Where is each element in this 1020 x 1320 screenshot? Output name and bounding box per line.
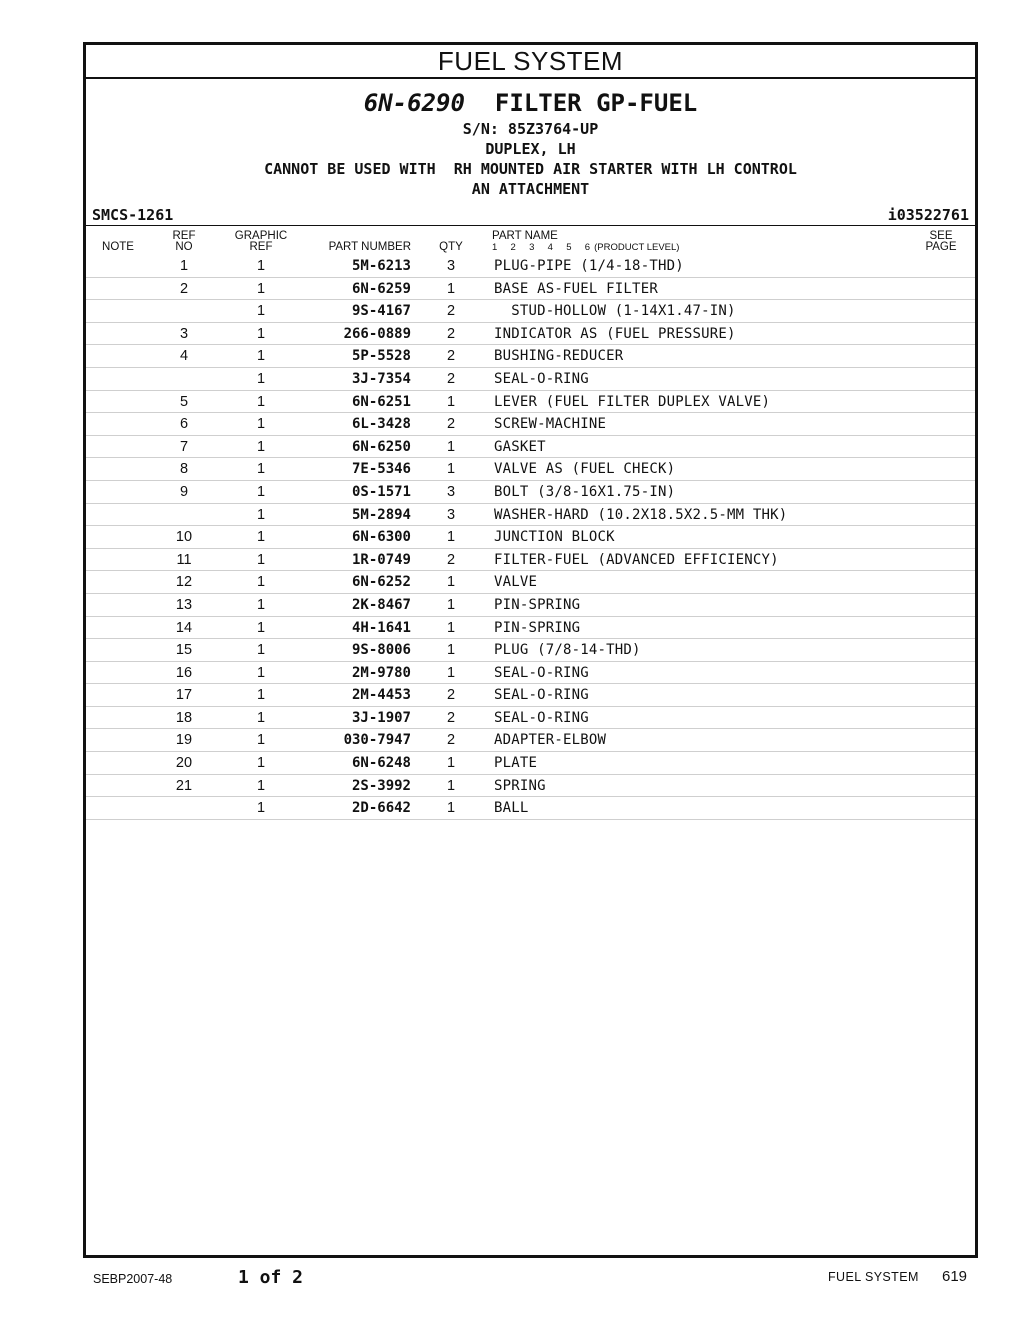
- qty-cell: 1: [446, 393, 456, 410]
- table-row: [86, 255, 975, 278]
- col-header-part-number: PART NUMBER: [328, 241, 411, 253]
- part-number-cell: 2D-6642: [351, 800, 411, 817]
- part-number-cell: 2K-8467: [351, 596, 411, 613]
- part-name-cell: PIN-SPRING: [494, 596, 581, 613]
- part-name-cell: BUSHING-REDUCER: [494, 348, 624, 365]
- col-header-ref-bottom: NO: [175, 241, 193, 253]
- table-row: [86, 571, 975, 594]
- ref-no-cell: 21: [175, 777, 193, 794]
- restriction-line: CANNOT BE USED WITH RH MOUNTED AIR STARTER WITH LH CONTROL: [264, 160, 797, 178]
- part-number-cell: 6N-6300: [351, 529, 411, 546]
- table-row: [86, 617, 975, 640]
- qty-cell: 1: [446, 596, 456, 613]
- part-name-cell: LEVER (FUEL FILTER DUPLEX VALVE): [494, 393, 771, 410]
- qty-cell: 1: [446, 755, 456, 772]
- section-title: FUEL SYSTEM: [86, 45, 975, 79]
- ref-no-cell: 10: [175, 529, 193, 546]
- graphic-ref-cell: 1: [256, 709, 266, 726]
- qty-cell: 1: [446, 642, 456, 659]
- table-row: [86, 526, 975, 549]
- page-frame: [83, 42, 978, 1258]
- part-number-cell: 030-7947: [343, 732, 411, 749]
- part-number-cell: 6N-6251: [351, 393, 411, 410]
- part-number-cell: 9S-8006: [351, 642, 411, 659]
- part-name-cell: VALVE: [494, 574, 538, 591]
- part-name-cell: GASKET: [494, 438, 546, 455]
- table-row: [86, 662, 975, 685]
- product-level-numbers: 1 2 3 4 5 6: [492, 242, 591, 253]
- graphic-ref-cell: 1: [256, 551, 266, 568]
- graphic-ref-cell: 1: [256, 303, 266, 320]
- ref-no-cell: 8: [179, 461, 189, 478]
- qty-cell: 1: [446, 529, 456, 546]
- qty-cell: 1: [446, 280, 456, 297]
- part-number-cell: 6N-6252: [351, 574, 411, 591]
- qty-cell: 1: [446, 438, 456, 455]
- table-row: [86, 436, 975, 459]
- part-number-cell: 5P-5528: [351, 348, 411, 365]
- table-row: [86, 481, 975, 504]
- graphic-ref-cell: 1: [256, 529, 266, 546]
- ref-no-cell: 4: [179, 348, 189, 365]
- table-row: [86, 368, 975, 391]
- graphic-ref-cell: 1: [256, 506, 266, 523]
- part-name-cell: INDICATOR AS (FUEL PRESSURE): [494, 325, 736, 342]
- qty-cell: 2: [446, 687, 456, 704]
- part-number-cell: 5M-2894: [351, 506, 411, 523]
- part-name-cell: SEAL-O-RING: [494, 370, 589, 387]
- qty-cell: 1: [446, 461, 456, 478]
- group-part-number: 6N-6290: [363, 89, 465, 117]
- part-name-cell: BASE AS-FUEL FILTER: [494, 280, 658, 297]
- table-row: [86, 504, 975, 527]
- table-row: [86, 594, 975, 617]
- ref-no-cell: 11: [176, 551, 192, 568]
- table-row: [86, 413, 975, 436]
- qty-cell: 2: [446, 709, 456, 726]
- col-header-ref-no: [166, 231, 202, 253]
- graphic-ref-cell: 1: [256, 461, 266, 478]
- variant-line: DUPLEX, LH: [485, 140, 576, 158]
- part-number-cell: 2M-4453: [351, 687, 411, 704]
- ref-no-cell: 13: [175, 596, 193, 613]
- qty-cell: 3: [446, 506, 456, 523]
- part-number-cell: 7E-5346: [351, 461, 411, 478]
- graphic-ref-cell: 1: [256, 258, 266, 274]
- part-name-cell: ADAPTER-ELBOW: [494, 732, 607, 749]
- part-number-cell: 5M-6213: [351, 258, 411, 274]
- qty-cell: 1: [446, 619, 456, 636]
- table-row: [86, 752, 975, 775]
- qty-cell: 1: [446, 777, 456, 794]
- graphic-ref-cell: 1: [256, 619, 266, 636]
- qty-cell: 2: [446, 732, 456, 749]
- col-header-part-name-label: PART NAME: [492, 230, 558, 242]
- part-name-cell: PLUG-PIPE (1/4-18-THD): [494, 258, 684, 274]
- qty-cell: 3: [446, 483, 456, 500]
- table-row: [86, 707, 975, 730]
- graphic-ref-cell: 1: [256, 732, 266, 749]
- table-row: [86, 458, 975, 481]
- ref-no-cell: 5: [179, 393, 189, 410]
- ref-no-cell: 14: [175, 619, 193, 636]
- qty-cell: 1: [446, 664, 456, 681]
- graphic-ref-cell: 1: [256, 483, 266, 500]
- part-name-cell: FILTER-FUEL (ADVANCED EFFICIENCY): [494, 551, 779, 568]
- part-name-cell: BOLT (3/8-16X1.75-IN): [494, 483, 676, 500]
- part-name-cell: PLATE: [494, 755, 538, 772]
- product-level-label: (PRODUCT LEVEL): [594, 242, 680, 253]
- graphic-ref-cell: 1: [256, 438, 266, 455]
- graphic-ref-cell: 1: [256, 416, 266, 433]
- part-number-cell: 6N-6250: [351, 438, 411, 455]
- part-number-cell: 2M-9780: [351, 664, 411, 681]
- serial-line: S/N: 85Z3764-UP: [462, 120, 599, 138]
- part-number-cell: 6L-3428: [351, 416, 411, 433]
- table-row: [86, 391, 975, 414]
- graphic-ref-cell: 1: [256, 777, 266, 794]
- qty-cell: 2: [446, 551, 456, 568]
- qty-cell: 2: [446, 348, 456, 365]
- part-name-cell: STUD-HOLLOW (1-14X1.47-IN): [494, 303, 736, 320]
- part-number-cell: 6N-6259: [351, 280, 411, 297]
- footer-section: FUEL SYSTEM: [828, 1270, 919, 1284]
- col-header-see-page: [916, 231, 966, 253]
- qty-cell: 3: [446, 258, 456, 274]
- smcs-code: SMCS-1261: [92, 206, 174, 224]
- ref-no-cell: 17: [175, 687, 193, 704]
- part-number-cell: 4H-1641: [351, 619, 411, 636]
- graphic-ref-cell: 1: [256, 642, 266, 659]
- col-header-note: NOTE: [102, 241, 134, 253]
- graphic-ref-cell: 1: [256, 596, 266, 613]
- col-header-ref-top: REF: [172, 230, 196, 242]
- col-header-part-name: [492, 231, 679, 253]
- part-name-cell: SEAL-O-RING: [494, 687, 589, 704]
- graphic-ref-cell: 1: [256, 325, 266, 342]
- part-name-cell: BALL: [494, 800, 529, 817]
- ref-no-cell: 2: [179, 280, 189, 297]
- ref-no-cell: 12: [175, 574, 193, 591]
- table-row: [86, 797, 975, 820]
- ref-no-cell: 3: [179, 325, 189, 342]
- graphic-ref-cell: 1: [256, 664, 266, 681]
- graphic-ref-cell: 1: [256, 348, 266, 365]
- ref-no-cell: 18: [175, 709, 193, 726]
- footer-page-of: 1 of 2: [238, 1267, 304, 1288]
- restriction-line-2: AN ATTACHMENT: [471, 180, 590, 198]
- part-number-cell: 3J-1907: [351, 709, 411, 726]
- part-number-cell: 9S-4167: [351, 303, 411, 320]
- illustration-id: i03522761: [887, 206, 969, 224]
- table-row: [86, 775, 975, 798]
- ref-no-cell: 7: [179, 438, 189, 455]
- col-header-graphic-bottom: REF: [249, 241, 273, 253]
- table-row: [86, 549, 975, 572]
- part-name-cell: WASHER-HARD (10.2X18.5X2.5-MM THK): [494, 506, 788, 523]
- footer-doc-code: SEBP2007-48: [93, 1272, 173, 1286]
- part-number-cell: 3J-7354: [351, 370, 411, 387]
- footer-page-number: 619: [942, 1268, 968, 1285]
- part-name-cell: PIN-SPRING: [494, 619, 581, 636]
- table-row: [86, 345, 975, 368]
- qty-cell: 1: [446, 800, 456, 817]
- ref-no-cell: 20: [175, 755, 193, 772]
- graphic-ref-cell: 1: [256, 280, 266, 297]
- table-row: [86, 323, 975, 346]
- part-number-cell: 1R-0749: [351, 551, 411, 568]
- graphic-ref-cell: 1: [256, 687, 266, 704]
- graphic-ref-cell: 1: [256, 755, 266, 772]
- col-header-qty: QTY: [439, 241, 463, 253]
- col-header-see-bottom: PAGE: [925, 241, 957, 253]
- ref-no-cell: 16: [175, 664, 193, 681]
- part-number-cell: 266-0889: [343, 325, 411, 342]
- graphic-ref-cell: 1: [256, 574, 266, 591]
- qty-cell: 2: [446, 303, 456, 320]
- qty-cell: 2: [446, 370, 456, 387]
- part-header: [86, 87, 975, 199]
- ref-no-cell: 6: [179, 416, 189, 433]
- graphic-ref-cell: 1: [256, 370, 266, 387]
- graphic-ref-cell: 1: [256, 800, 266, 817]
- part-name-cell: SPRING: [494, 777, 546, 794]
- ref-no-cell: 1: [179, 258, 189, 274]
- table-row: [86, 684, 975, 707]
- part-name-cell: PLUG (7/8-14-THD): [494, 642, 641, 659]
- table-row: [86, 300, 975, 323]
- part-number-cell: 2S-3992: [351, 777, 411, 794]
- qty-cell: 1: [446, 574, 456, 591]
- part-name-cell: SEAL-O-RING: [494, 664, 589, 681]
- part-name-cell: SCREW-MACHINE: [494, 416, 607, 433]
- part-number-cell: 0S-1571: [351, 483, 411, 500]
- col-header-graphic-top: GRAPHIC: [234, 230, 288, 242]
- parts-table: [86, 255, 975, 820]
- part-name-cell: SEAL-O-RING: [494, 709, 589, 726]
- table-row: [86, 278, 975, 301]
- part-name-cell: JUNCTION BLOCK: [494, 529, 615, 546]
- ref-no-cell: 15: [175, 642, 193, 659]
- product-level-header: [492, 242, 679, 253]
- table-row: [86, 729, 975, 752]
- ref-no-cell: 19: [175, 732, 193, 749]
- group-part-title: FILTER GP-FUEL: [494, 89, 698, 117]
- col-header-see-top: SEE: [929, 230, 953, 242]
- part-number-cell: 6N-6248: [351, 755, 411, 772]
- graphic-ref-cell: 1: [256, 393, 266, 410]
- qty-cell: 2: [446, 416, 456, 433]
- qty-cell: 2: [446, 325, 456, 342]
- col-header-graphic-ref: [230, 231, 292, 253]
- part-title-line: [86, 87, 975, 119]
- ref-no-cell: 9: [179, 483, 189, 500]
- header-divider: [86, 225, 975, 226]
- part-name-cell: VALVE AS (FUEL CHECK): [494, 461, 676, 478]
- table-row: [86, 639, 975, 662]
